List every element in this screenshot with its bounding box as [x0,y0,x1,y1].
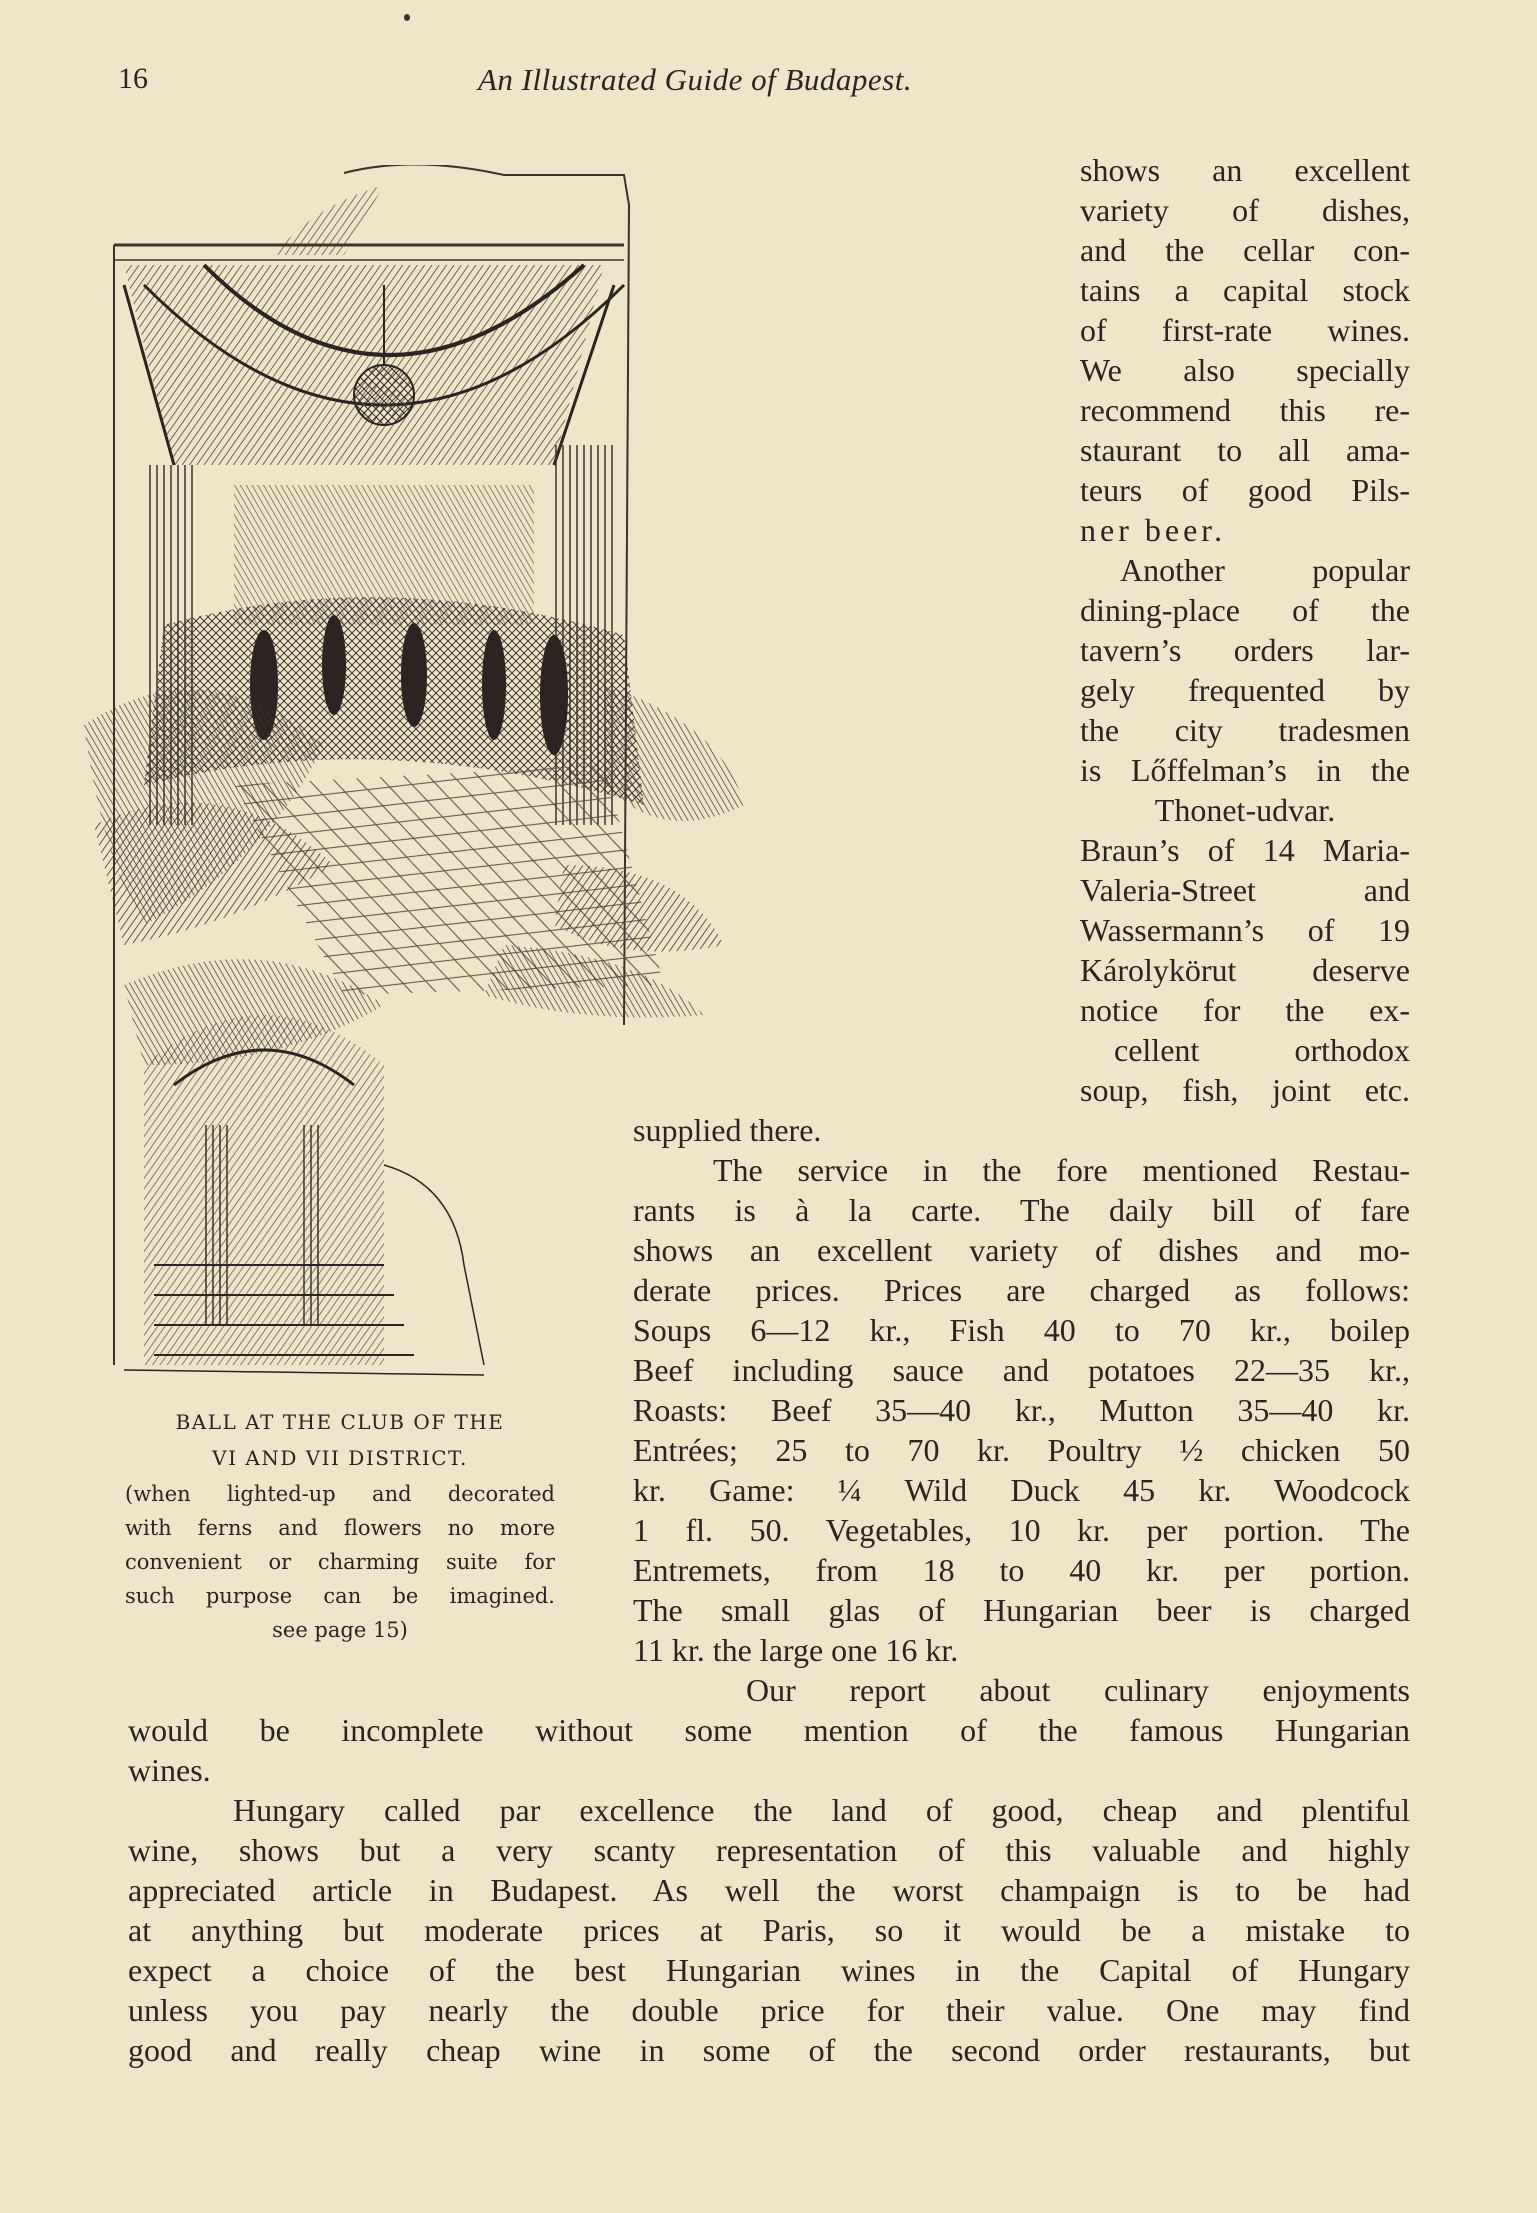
right-line: of first-rate wines. [1080,312,1410,348]
main-line: Our report about culinary enjoyments [746,1672,1410,1708]
right-line: cellent orthodox [1114,1032,1410,1068]
caption-subtitle: VI AND VII DISTRICT. [212,1446,468,1470]
main-line: at anything but moderate prices at Paris, so it would be a mistake to [128,1912,1410,1948]
right-line: notice for the ex- [1080,992,1410,1028]
caption-line: see page 15) [272,1618,408,1642]
main-line: appreciated article in Budapest. As well the worst champaign is to be had [128,1872,1410,1908]
right-line: Wassermann’s of 19 [1080,912,1410,948]
main-line: 1 fl. 50. Vegetables, 10 kr. per portion. The [633,1512,1410,1548]
right-line: soup, fish, joint etc. [1080,1072,1410,1108]
main-line: Entremets, from 18 to 40 kr. per portion. [633,1552,1410,1588]
right-line: teurs of good Pils- [1080,472,1410,508]
right-line: We also specially [1080,352,1410,388]
main-line: wine, shows but a very scanty representation of this valuable and highly [128,1832,1410,1868]
caption-title: BALL AT THE CLUB OF THE [175,1410,505,1434]
main-line: unless you pay nearly the double price for their value. One may find [128,1992,1410,2028]
running-title: An Illustrated Guide of Budapest. [478,62,913,97]
right-line: recommend this re- [1080,392,1410,428]
caption-line: convenient or charming suite for [125,1550,555,1574]
main-line: Beef including sauce and potatoes 22—35 kr., [633,1352,1410,1388]
right-line: the city tradesmen [1080,712,1410,748]
right-line: shows an excellent [1080,152,1410,188]
right-line: and the cellar con- [1080,232,1410,268]
right-line: Thonet-udvar. [1154,792,1336,828]
main-line: 11 kr. the large one 16 kr. [633,1632,959,1668]
main-line: rants is à la carte. The daily bill of fare [633,1192,1410,1228]
right-line: gely frequented by [1080,672,1410,708]
right-line: Valeria-Street and [1080,872,1410,908]
main-line: shows an excellent variety of dishes and mo- [633,1232,1410,1268]
main-line: kr. Game: ¼ Wild Duck 45 kr. Woodcock [633,1472,1410,1508]
main-line: The service in the fore mentioned Restau- [713,1152,1410,1188]
right-line: dining-place of the [1080,592,1410,628]
caption-line: such purpose can be imagined. [125,1584,555,1608]
main-line: Soups 6—12 kr., Fish 40 to 70 kr., boilep [633,1312,1410,1348]
main-line: would be incomplete without some mention of the famous Hungarian [128,1712,1410,1748]
main-line: supplied there. [633,1112,822,1148]
right-line: tavern’s orders lar- [1080,632,1410,668]
main-line: The small glas of Hungarian beer is charged [633,1592,1410,1628]
right-line: ner beer. [1080,512,1227,548]
page-number: 16 [118,62,148,95]
caption-line: (when lighted-up and decorated [125,1482,555,1506]
right-line: is Lőffelman’s in the [1080,752,1410,788]
caption-line: with ferns and flowers no more [125,1516,555,1540]
main-line: Roasts: Beef 35—40 kr., Mutton 35—40 kr. [633,1392,1410,1428]
right-line: variety of dishes, [1080,192,1410,228]
main-line: good and really cheap wine in some of the second order restaurants, but [128,2032,1410,2068]
ink-dot [404,14,410,21]
main-line: Entrées; 25 to 70 kr. Poultry ½ chicken 50 [633,1432,1410,1468]
right-line: Braun’s of 14 Maria- [1080,832,1410,868]
right-line: Károlykörut deserve [1080,952,1410,988]
main-line: derate prices. Prices are charged as follows: [633,1272,1410,1308]
main-line: Hungary called par excellence the land of good, cheap and plentiful [233,1792,1410,1828]
right-line: Another popular [1120,552,1410,588]
right-line: tains a capital stock [1080,272,1410,308]
main-line: wines. [128,1752,211,1788]
main-line: expect a choice of the best Hungarian wines in the Capital of Hungary [128,1952,1410,1988]
right-line: staurant to all ama- [1080,432,1410,468]
